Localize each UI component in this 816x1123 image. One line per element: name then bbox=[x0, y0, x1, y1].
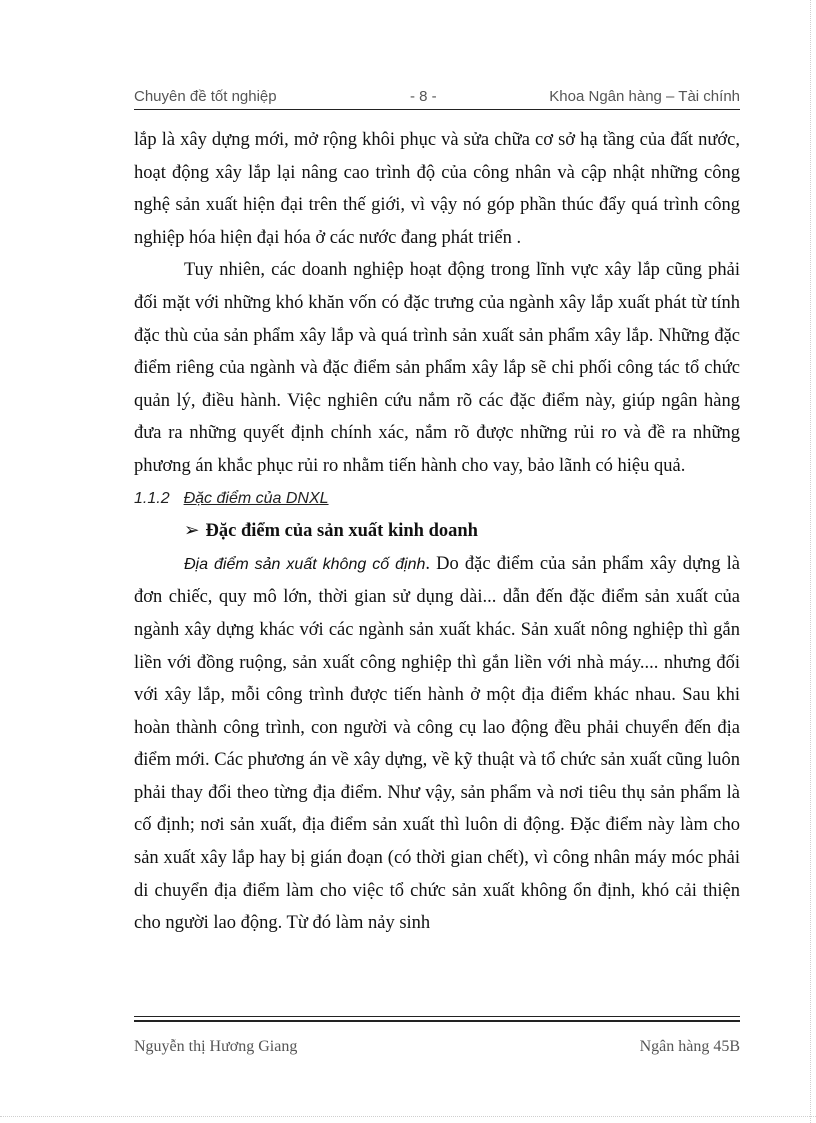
footer-rule-thick bbox=[134, 1020, 740, 1022]
section-title: Đặc điểm của DNXL bbox=[183, 489, 329, 507]
paragraph-location-text: . Do đặc điểm của sản phẩm xây dựng là đơn chiếc, quy mô lớn, thời gian sử dụng dài... dẫn đến đặc điểm sản xuất của ngành xây dựng khác với các ngành sản xuất khác. Sản xuất nông nghiệp thì gắn liền với đồng ruộng, sản xuất công nghiệp thì gắn liền với nhà máy.... nhưng đối với xây lắp, mỗi công trình được tiến hành ở một địa điểm khác nhau. Sau khi hoàn thành công trình, con người và công cụ lao động đều phải chuyển đến địa điểm mới. Các phương án về xây dựng, về kỹ thuật và tổ chức sản xuất cũng luôn phải thay đổi theo từng địa điểm. Như vậy, sản phẩm và nơi tiêu thụ sản phẩm là cố định; nơi sản xuất, địa điểm sản xuất thì luôn di động. Đặc điểm này làm cho sản xuất xây lắp hay bị gián đoạn (có thời gian chết), vì công nhân máy móc phải di chuyển địa điểm làm cho việc tổ chức sản xuất không ổn định, khó cải thiện cho người lao động. Từ đó làm nảy sinh bbox=[134, 553, 741, 934]
header-rule bbox=[134, 109, 740, 110]
bullet-heading bbox=[134, 515, 740, 548]
paragraph-challenges: Tuy nhiên, các doanh nghiệp hoạt động trong lĩnh vực xây lắp cũng phải đối mặt với những khó khăn vốn có đặc trưng của ngành xây lắp xuất phát từ tính đặc thù của sản phẩm xây lắp và quá trình sản xuất sản phẩm xây lắp. Những đặc điểm riêng của ngành và đặc điểm sản phẩm xây lắp sẽ chi phối công tác tổ chức quản lý, điều hành. Việc nghiên cứu nắm rõ các đặc điểm này, giúp ngân hàng đưa ra những quyết định chính xác, nắm rõ được những rủi ro và đề ra những phương án khắc phục rủi ro nhằm tiến hành cho vay, bảo lãnh có hiệu quả. bbox=[134, 260, 740, 476]
page-edge-right bbox=[810, 0, 811, 1123]
paragraph-location bbox=[134, 548, 740, 940]
paragraph-continuation: lắp là xây dựng mới, mở rộng khôi phục và sửa chữa cơ sở hạ tầng của đất nước, hoạt động xây lắp lại nâng cao trình độ của công nhân và cập nhật những công nghệ sản xuất hiện đại trên thế giới, vì vậy nó góp phần thúc đẩy quá trình công nghiệp hóa hiện đại hóa ở các nước đang phát triển . bbox=[134, 130, 740, 248]
page-edge-bottom bbox=[0, 1116, 816, 1117]
paragraph-lead-italic: Địa điểm sản xuất không cố định bbox=[184, 555, 426, 573]
bullet-heading-text: Đặc điểm của sản xuất kinh doanh bbox=[205, 521, 478, 542]
footer-rule-thin bbox=[134, 1016, 740, 1017]
header-faculty: Khoa Ngân hàng – Tài chính bbox=[549, 88, 740, 105]
arrow-bullet-icon: ➢ bbox=[184, 521, 200, 542]
header-document-type: Chuyên đề tốt nghiệp bbox=[134, 88, 277, 105]
page-footer bbox=[134, 1038, 740, 1060]
page-body bbox=[134, 124, 740, 940]
footer-author: Nguyễn thị Hương Giang bbox=[134, 1038, 298, 1055]
page-header bbox=[134, 88, 740, 110]
section-number: 1.1.2 bbox=[134, 489, 170, 507]
footer-class: Ngân hàng 45B bbox=[639, 1038, 740, 1055]
section-heading bbox=[134, 483, 740, 516]
header-page-number: - 8 - bbox=[410, 88, 437, 105]
